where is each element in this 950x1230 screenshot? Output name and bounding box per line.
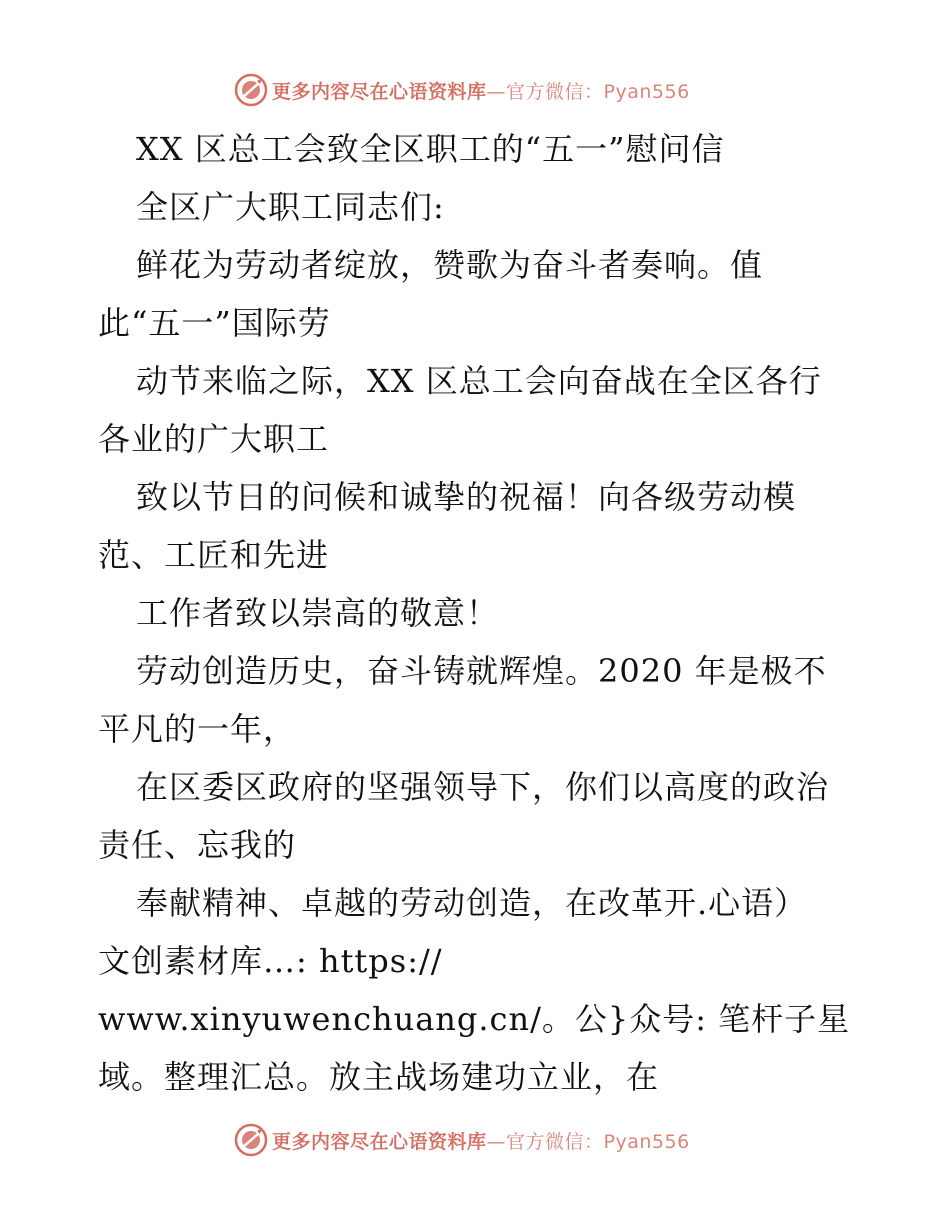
body-line: 各业的广大职工	[98, 420, 330, 458]
body-line: 工作者致以崇高的敬意！	[136, 594, 500, 632]
watermark-text	[272, 1127, 690, 1154]
document-title: XX 区总工会致全区职工的“五一”慰问信	[136, 130, 725, 168]
footer-watermark-banner	[234, 1122, 690, 1158]
watermark-brand: 更多内容尽在心语资料库	[272, 1130, 487, 1153]
body-line: 劳动创造历史，奋斗铸就辉煌。2020 年是极不	[136, 652, 827, 690]
body-line: 致以节日的问候和诚挚的祝福！向各级劳动模	[136, 478, 797, 516]
body-line: 平凡的一年，	[98, 710, 297, 748]
body-line: 在区委区政府的坚强领导下，你们以高度的政治	[136, 768, 830, 806]
seal-logo-icon	[234, 73, 268, 107]
header-watermark-banner	[234, 72, 690, 108]
body-line: 责任、忘我的	[98, 826, 297, 864]
body-line: 此“五一”国际劳	[98, 304, 331, 342]
body-line: 文创素材库…: https://	[98, 942, 443, 980]
body-line: 域。整理汇总。放主战场建功立业，在	[98, 1058, 660, 1096]
body-line: 范、工匠和先进	[98, 536, 330, 574]
watermark-official: 官方微信：	[506, 80, 604, 103]
seal-logo-icon	[234, 1123, 268, 1157]
watermark-dash: —	[486, 1130, 507, 1153]
document-body	[98, 120, 858, 1106]
body-line: 动节来临之际，XX 区总工会向奋战在全区各行	[136, 362, 822, 400]
watermark-handle: Pyan556	[603, 1130, 690, 1153]
body-line: www.xinyuwenchuang.cn/。公}众号: 笔杆子星	[98, 1000, 851, 1038]
watermark-text	[272, 77, 690, 104]
body-line: 鲜花为劳动者绽放，赞歌为奋斗者奏响。值	[136, 246, 764, 284]
watermark-dash: —	[486, 80, 507, 103]
body-line: 奉献精神、卓越的劳动创造，在改革开.心语）	[136, 884, 808, 922]
salutation: 全区广大职工同志们:	[136, 188, 445, 226]
watermark-brand: 更多内容尽在心语资料库	[272, 80, 487, 103]
watermark-official: 官方微信：	[506, 1130, 604, 1153]
watermark-handle: Pyan556	[603, 80, 690, 103]
